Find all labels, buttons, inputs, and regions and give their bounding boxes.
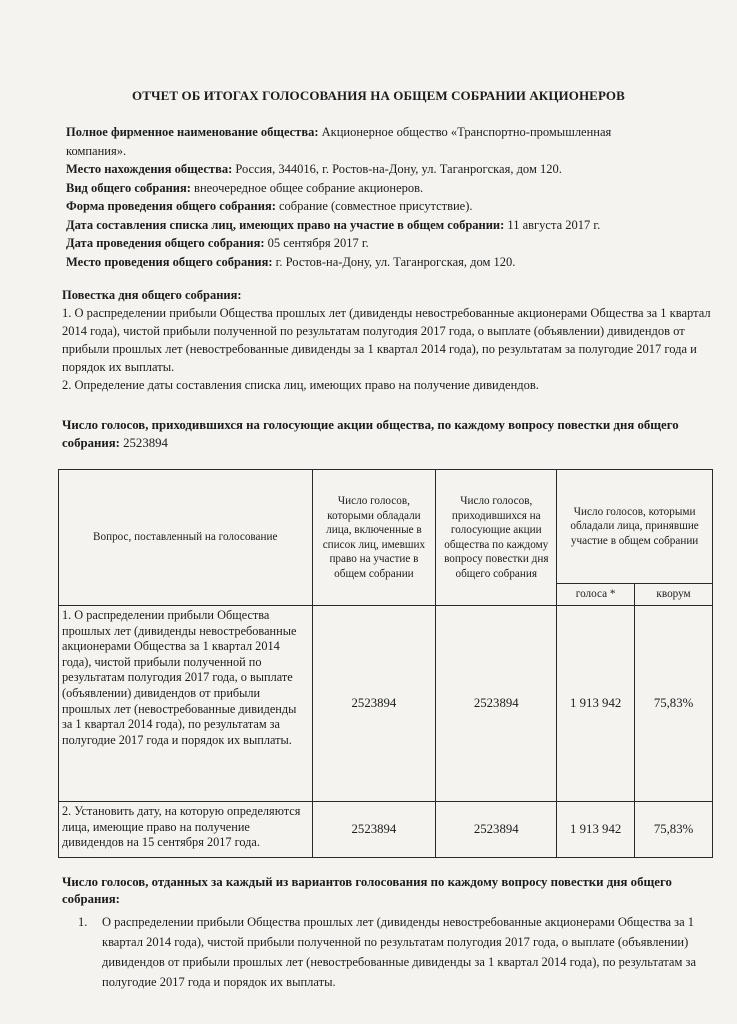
row-per-question: 2523894 xyxy=(436,802,557,858)
info-value: Акционерное общество «Транспортно-промышленная xyxy=(318,125,612,139)
agenda-item-1: 1. О распределении прибыли Общества прошлых лет (дивиденды невостребованные акционерами Общества за 1 квартал 2014 года), чистой прибыли полученной по результатам полугодия 2017 года, о выплате (объявлении) дивидендов от прибыли прошлых лет (невостребованные дивиденды за 1 квартал 2014 года), по результатам за полугодие 2017 года и порядок их выплаты. xyxy=(62,306,711,374)
row-question: 1. О распределении прибыли Общества прошлых лет (дивиденды невостребованные акционерами Общества за 1 квартал 2014 года), чистой прибыли полученной по результатам полугодия 2017 года, о выплате (объявлении) дивидендов от прибыли прошлых лет (невостребованные дивиденды за 1 квартал 2014 года), по результатам за полугодие 2017 года и порядок их выплаты. xyxy=(59,606,313,802)
row-listed: 2523894 xyxy=(312,606,436,802)
item-number: 1. xyxy=(78,915,88,929)
info-label: Место проведения общего собрания: xyxy=(66,254,273,269)
info-label: Вид общего собрания: xyxy=(66,180,191,195)
row-question: 2. Установить дату, на которую определяются лица, имеющие право на получение дивидендов на 15 сентября 2017 года. xyxy=(59,802,313,858)
row-votes: 1 913 942 xyxy=(557,802,635,858)
info-full-name-cont xyxy=(66,142,716,161)
voting-table xyxy=(58,469,713,858)
row-votes: 1 913 942 xyxy=(557,606,635,802)
header-participated: Число голосов, которыми обладали лица, принявшие участие в общем собрании xyxy=(557,470,713,584)
info-label: Форма проведения общего собрания: xyxy=(66,199,276,213)
info-list-date xyxy=(66,216,716,235)
header-listed: Число голосов, которыми обладали лица, включенные в список лиц, имевших право на участие в общем собрании xyxy=(312,470,436,606)
info-meeting-place xyxy=(66,253,716,272)
info-value: г. Ростов-на-Дону, ул. Таганрогская, дом 120. xyxy=(272,254,516,269)
votes-total xyxy=(62,416,717,452)
agenda-header: Повестка дня общего собрания: xyxy=(62,288,242,302)
info-value: собрание (совместное присутствие). xyxy=(275,199,473,213)
row-per-question: 2523894 xyxy=(436,606,557,802)
info-location xyxy=(66,160,716,179)
info-meeting-form xyxy=(66,197,716,216)
info-value: 05 сентября 2017 г. xyxy=(264,236,369,250)
table-row xyxy=(59,606,713,802)
header-question: Вопрос, поставленный на голосование xyxy=(59,470,313,606)
votes-by-option-header: Число голосов, отданных за каждый из вариантов голосования по каждому вопросу повестки дня общего собрания: xyxy=(62,875,672,906)
info-label: Дата проведения общего собрания: xyxy=(66,236,265,250)
header-quorum: кворум xyxy=(635,584,713,606)
info-label: Полное фирменное наименование общества: xyxy=(66,125,319,139)
info-value: Россия, 344016, г. Ростов-на-Дону, ул. Таганрогская, дом 120. xyxy=(232,162,562,176)
table-header-row xyxy=(59,470,713,584)
company-info xyxy=(66,123,716,271)
header-per-question: Число голосов, приходившихся на голосующие акции общества по каждому вопросу повестки дня общего собрания xyxy=(436,470,557,606)
votes-total-label: Число голосов, приходившихся на голосующие акции общества, по каждому вопросу повестки дня общего собрания: xyxy=(62,418,679,450)
info-label: Дата составления списка лиц, имеющих право на участие в общем собрании: xyxy=(66,217,505,232)
row-quorum: 75,83% xyxy=(635,802,713,858)
row-quorum: 75,83% xyxy=(635,606,713,802)
info-meeting-type xyxy=(66,179,716,198)
table-row xyxy=(59,802,713,858)
info-meeting-date xyxy=(66,234,716,253)
agenda-section xyxy=(62,286,717,394)
page-title: ОТЧЕТ ОБ ИТОГАХ ГОЛОСОВАНИЯ НА ОБЩЕМ СОБРАНИИ АКЦИОНЕРОВ xyxy=(132,88,625,103)
row-listed: 2523894 xyxy=(312,802,436,858)
info-value: внеочередное общее собрание акционеров. xyxy=(190,180,424,195)
agenda-item-2: 2. Определение даты составления списка лиц, имеющих право на получение дивидендов. xyxy=(62,378,539,392)
info-value: компания». xyxy=(66,143,127,158)
header-votes: голоса * xyxy=(557,584,635,606)
info-value: 11 августа 2017 г. xyxy=(504,217,601,232)
info-label: Место нахождения общества: xyxy=(66,162,233,176)
info-full-name xyxy=(66,123,716,142)
item-text: О распределении прибыли Общества прошлых лет (дивиденды невостребованные акционерами Общества за 1 квартал 2014 года), чистой прибыли полученной по результатам полугодия 2017 года, о выплате (объявлении) дивидендов от прибыли прошлых лет (невостребованные дивиденды за 1 квартал 2014 года), по результатам за полугодие 2017 года и порядок их выплаты. xyxy=(102,915,696,989)
votes-by-option-item-1 xyxy=(78,912,718,992)
votes-total-value: 2523894 xyxy=(119,436,168,450)
